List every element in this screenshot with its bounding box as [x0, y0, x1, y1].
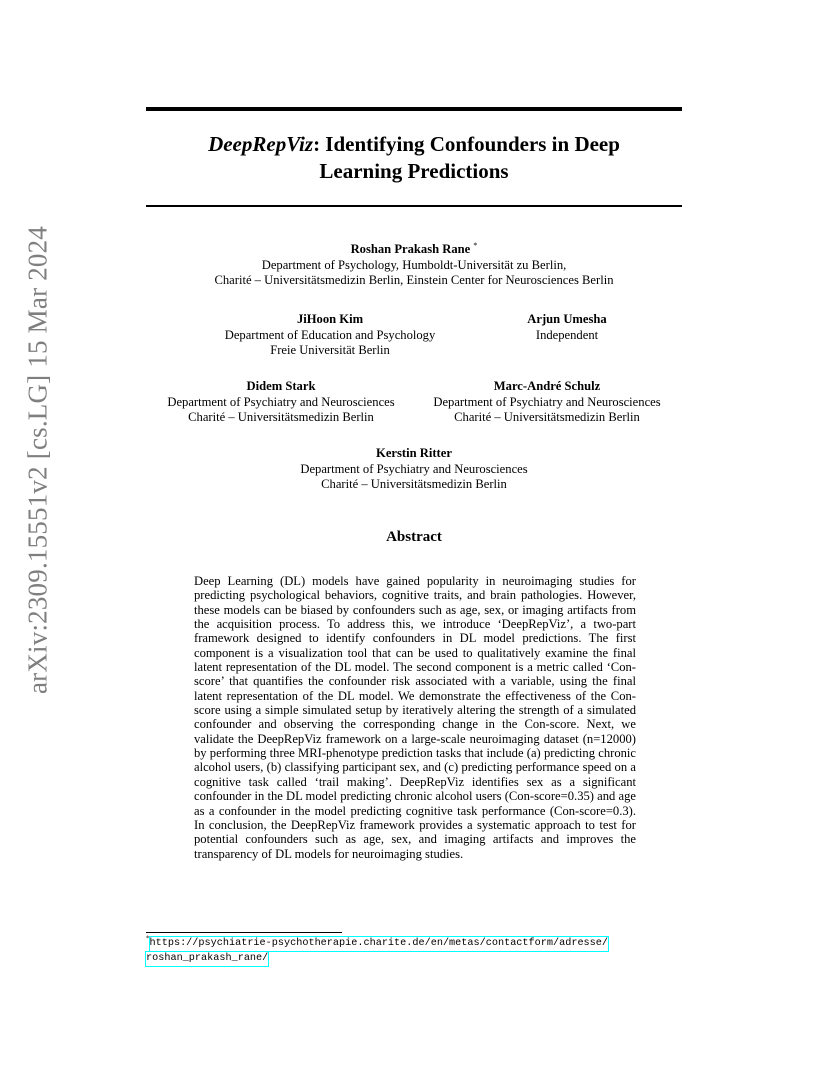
author-name: Marc-André Schulz [493, 379, 601, 393]
author-schulz [416, 379, 678, 426]
author-name: Roshan Prakash Rane [350, 242, 471, 256]
title-rest-line1: : Identifying Confounders in Deep [313, 132, 620, 156]
author-affiliation: Department of Psychiatry and Neurosciences [300, 461, 528, 476]
footnote [146, 936, 686, 966]
title-top-rule [146, 107, 682, 111]
author-affiliation: Charité – Universitätsmedizin Berlin [188, 410, 374, 424]
author-affiliation: Charité – Universitätsmedizin Berlin [454, 410, 640, 424]
abstract-heading: Abstract [386, 529, 442, 545]
footnote-marker: * [473, 240, 478, 250]
author-name: Arjun Umesha [527, 312, 607, 326]
footnote-link[interactable]: https://psychiatrie-psychotherapie.charite.de/en/metas/contactform/adresse/ [149, 938, 609, 949]
footnote-mark: * [146, 934, 150, 943]
title-line2: Learning Predictions [319, 159, 509, 183]
author-affiliation: Charité – Universitätsmedizin Berlin [321, 477, 507, 491]
paper-title [146, 131, 682, 185]
footnote-rule [146, 932, 342, 933]
author-name: Didem Stark [246, 379, 316, 393]
author-rane [146, 242, 682, 289]
author-ritter [146, 446, 682, 493]
author-name: Kerstin Ritter [376, 446, 452, 460]
title-italic-part: DeepRepViz [208, 132, 314, 156]
author-affiliation: Independent [535, 327, 599, 342]
footnote-link-continued[interactable]: roshan_prakash_rane/ [146, 953, 269, 964]
author-kim [200, 312, 460, 359]
author-affiliation: Department of Psychiatry and Neurosciences [167, 394, 395, 409]
author-affiliation: Department of Psychology, Humboldt-Universität zu Berlin, [261, 257, 567, 272]
title-bottom-rule [146, 205, 682, 207]
author-name: JiHoon Kim [296, 312, 364, 326]
arxiv-side-stamp: arXiv:2309.15551v2 [cs.LG] 15 Mar 2024 [22, 225, 53, 695]
author-affiliation: Department of Psychiatry and Neurosciences [433, 394, 661, 409]
author-stark [150, 379, 412, 426]
author-affiliation: Department of Education and Psychology [224, 327, 436, 342]
author-affiliation: Charité – Universitätsmedizin Berlin, Einstein Center for Neurosciences Berlin [214, 273, 614, 287]
author-affiliation: Freie Universität Berlin [270, 343, 390, 357]
author-umesha [500, 312, 634, 343]
abstract-body: Deep Learning (DL) models have gained popularity in neuroimaging studies for predicting psychological behaviors, cognitive traits, and brain pathologies. However, these models can be biased by confounders such as age, sex, or imaging artifacts from the acquisition process. To address this, we introduce ‘DeepRepViz’, a two-part framework designed to identify confounders in DL model predictions. The first component is a visualization tool that can be used to qualitatively examine the final latent representation of the DL model. The second component is a metric called ‘Con-score’ that quantifies the confounder risk associated with a variable, using the final latent representation of the DL model. We demonstrate the effectiveness of the Con-score using a simple simulated setup by iteratively altering the strength of a simulated confounder and observing the corresponding change in the Con-score. Next, we validate the DeepRepViz framework on a large-scale neuroimaging dataset (n=12000) by performing three MRI-phenotype prediction tasks that include (a) predicting chronic alcohol users, (b) classifying participant sex, and (c) predicting performance speed on a cognitive task called ‘trail making’. DeepRepViz identifies sex as a significant confounder in the DL model predicting chronic alcohol users (Con-score=0.35) and age as a confounder in the model predicting cognitive task performance (Con-score=0.3). In conclusion, the DeepRepViz framework provides a systematic approach to test for potential confounders such as age, sex, and imaging artifacts and improves the transparency of DL models for neuroimaging studies. [194, 574, 636, 861]
